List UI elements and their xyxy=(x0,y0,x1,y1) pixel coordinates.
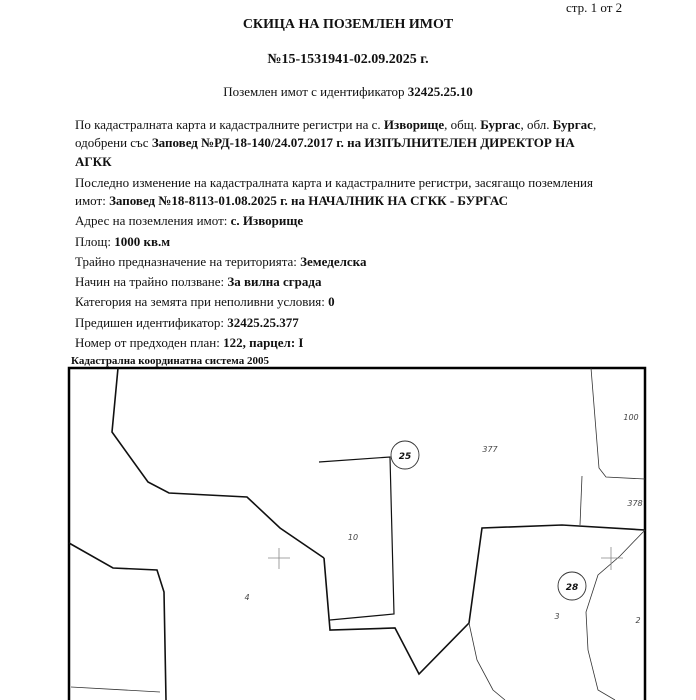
parcel-label: 377 xyxy=(482,445,498,454)
field-label: Предишен идентификатор: xyxy=(75,315,228,330)
parcel-label: 4 xyxy=(244,593,250,602)
parcel-label: 10 xyxy=(347,533,359,542)
block-label: 25 xyxy=(398,452,412,462)
field-value: 1000 кв.м xyxy=(114,234,171,249)
cross-marker-icon xyxy=(268,548,290,569)
field-label: Начин на трайно ползване: xyxy=(75,274,228,289)
text: , xyxy=(592,117,597,132)
text: имот: xyxy=(75,193,110,208)
field-value: 0 xyxy=(328,294,335,309)
text: одобрени със xyxy=(75,135,152,150)
coordinate-system-label: Кадастрална координатна система 2005 xyxy=(71,355,269,367)
identifier-label: Поземлен имот с идентификатор xyxy=(223,84,408,99)
parcel-label: 378 xyxy=(627,499,643,508)
field-label: Трайно предназначение на територията: xyxy=(75,254,301,269)
approval-order: Заповед №РД-18-140/24.07.2017 г. на ИЗПЪЛНИТЕЛЕН ДИРЕКТОР НА xyxy=(151,135,575,150)
field-value: Земеделска xyxy=(300,254,367,269)
field-value: За вилна сграда xyxy=(227,274,322,289)
cross-marker-icon xyxy=(601,547,623,570)
field-value: 122, парцел: I xyxy=(223,335,304,350)
field-value: 32425.25.377 xyxy=(227,315,299,330)
text: , обл. xyxy=(520,117,553,132)
last-change-order: Заповед №18-8113-01.08.2025 г. на НАЧАЛНИК НА СГКК - БУРГАС xyxy=(109,193,509,208)
parcel-label: 2 xyxy=(635,616,641,625)
parcel-label: 100 xyxy=(623,413,639,422)
agency: АГКК xyxy=(75,154,112,169)
page-indicator: стр. 1 от 2 xyxy=(566,0,623,15)
last-change-line: Последно изменение на кадастралната карта и кадастралните регистри, засягащо поземления xyxy=(75,175,593,190)
block-label: 28 xyxy=(565,583,579,593)
text: По кадастралната карта и кадастралните регистри на с. xyxy=(75,117,384,132)
field-label: Адрес на поземления имот: xyxy=(75,213,231,228)
field-label: Категория на земята при неполивни условия: xyxy=(75,294,329,309)
document-number: №15-1531941-02.09.2025 г. xyxy=(267,52,429,67)
field-value: с. Изворище xyxy=(230,213,304,228)
region: Бургас xyxy=(552,117,593,132)
document-title: СКИЦА НА ПОЗЕМЛЕН ИМОТ xyxy=(242,17,454,32)
municipality: Бургас xyxy=(480,117,521,132)
village: Изворище xyxy=(383,117,445,132)
field-label: Площ: xyxy=(75,234,115,249)
parcel-label: 3 xyxy=(554,612,560,621)
field-label: Номер от предходен план: xyxy=(75,335,224,350)
identifier-value: 32425.25.10 xyxy=(407,84,473,99)
text: , общ. xyxy=(444,117,481,132)
